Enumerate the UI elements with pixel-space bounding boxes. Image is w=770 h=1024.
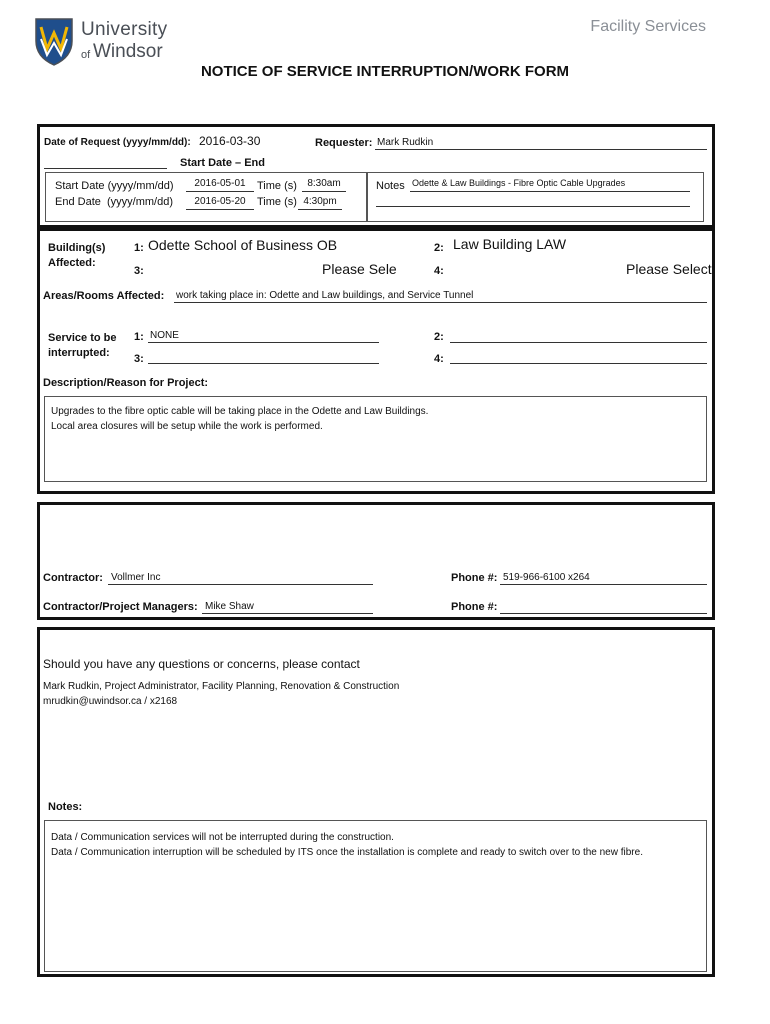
date-request-label: Date of Request (yyyy/mm/dd): <box>44 137 191 148</box>
start-time-label: Time (s) <box>257 180 297 192</box>
end-time-field[interactable] <box>298 196 342 210</box>
description-label: Description/Reason for Project: <box>43 377 209 389</box>
contact-line-1: Mark Rudkin, Project Administrator, Facility Planning, Renovation & Construction <box>43 681 400 692</box>
end-date-field[interactable] <box>186 196 254 210</box>
service-box <box>40 320 714 373</box>
start-date-label: Start Date (yyyy/mm/dd) <box>55 180 174 192</box>
contact-intro: Should you have any questions or concerns, please contact <box>43 657 360 671</box>
requester-field[interactable] <box>375 137 707 150</box>
buildings-label-1: Building(s) <box>48 242 106 254</box>
end-time-value: 4:30pm <box>303 196 337 207</box>
requester-value: Mark Rudkin <box>377 137 434 148</box>
start-time-field[interactable] <box>302 178 346 192</box>
service-3-number: 3: <box>134 353 144 365</box>
service-4-number: 4: <box>434 353 444 365</box>
page-title: NOTICE OF SERVICE INTERRUPTION/WORK FORM <box>200 63 570 80</box>
service-1-number: 1: <box>134 331 144 343</box>
notes-value: Odette & Law Buildings - Fibre Optic Cable Upgrades <box>412 178 626 188</box>
service-4-field[interactable] <box>450 351 707 364</box>
service-label-2: interrupted: <box>48 347 110 359</box>
notes-label: Notes <box>376 180 405 192</box>
contractor-value: Vollmer Inc <box>111 572 161 583</box>
start-end-label: Start Date – End <box>180 157 265 169</box>
shield-icon <box>33 15 75 67</box>
building-1-select[interactable]: Odette School of Business OB <box>148 237 338 253</box>
buildings-label-2: Affected: <box>48 257 96 269</box>
end-date-value: 2016-05-20 <box>194 196 246 207</box>
department-name: Facility Services <box>590 18 706 35</box>
notes-section-label: Notes: <box>48 801 83 813</box>
service-1-value: NONE <box>150 330 179 341</box>
service-2-number: 2: <box>434 331 444 343</box>
areas-label: Areas/Rooms Affected: <box>43 290 165 302</box>
phone-label: Phone #: <box>451 572 498 584</box>
start-end-underline <box>44 156 167 169</box>
service-label-1: Service to be <box>48 332 117 344</box>
description-line-1: Upgrades to the fibre optic cable will be taking place in the Odette and Law Buildings. <box>51 406 429 417</box>
contractor-field[interactable] <box>108 572 373 585</box>
end-time-label: Time (s) <box>257 196 297 208</box>
contractor-label: Contractor: <box>43 572 103 584</box>
notes-field[interactable] <box>410 178 690 192</box>
description-line-2: Local area closures will be setup while the work is performed. <box>51 421 323 432</box>
service-3-field[interactable] <box>148 351 379 364</box>
phone-value: 519-966-6100 x264 <box>503 572 590 583</box>
logo-university: University <box>81 19 168 40</box>
building-4-number: 4: <box>434 265 444 277</box>
logo-windsor: Windsor <box>93 41 163 62</box>
building-2-number: 2: <box>434 242 444 254</box>
pm-field[interactable] <box>202 601 373 614</box>
start-time-value: 8:30am <box>307 178 341 189</box>
contact-line-2: mrudkin@uwindsor.ca / x2168 <box>43 696 178 707</box>
service-1-field[interactable] <box>148 330 379 343</box>
notes-field-line2[interactable] <box>376 194 690 207</box>
building-2-select[interactable]: Law Building LAW <box>453 236 567 252</box>
requester-label: Requester: <box>315 137 373 149</box>
pm-value: Mike Shaw <box>205 601 254 612</box>
university-logo <box>33 15 173 67</box>
date-request-value[interactable]: 2016-03-30 <box>199 134 261 148</box>
start-date-value: 2016-05-01 <box>194 178 246 189</box>
building-1-number: 1: <box>134 242 144 254</box>
service-2-field[interactable] <box>450 330 707 343</box>
areas-value: work taking place in: Odette and Law buildings, and Service Tunnel <box>176 290 474 301</box>
building-3-select[interactable]: Please Sele <box>322 261 397 277</box>
pm-phone-label: Phone #: <box>451 601 498 613</box>
areas-field[interactable] <box>174 290 707 303</box>
phone-field[interactable] <box>500 572 707 585</box>
building-3-number: 3: <box>134 265 144 277</box>
logo-of: of <box>81 49 91 61</box>
end-date-label: End Date (yyyy/mm/dd) <box>55 196 173 208</box>
note-line-2: Data / Communication interruption will be scheduled by ITS once the installation is complete and ready to switch over to the new fibre. <box>51 847 643 858</box>
pm-label: Contractor/Project Managers: <box>43 601 198 613</box>
note-line-1: Data / Communication services will not be interrupted during the construction. <box>51 832 394 843</box>
start-date-field[interactable] <box>186 178 254 192</box>
building-4-select[interactable]: Please Select <box>626 261 712 277</box>
dates-divider <box>366 172 368 222</box>
pm-phone-field[interactable] <box>500 601 707 614</box>
